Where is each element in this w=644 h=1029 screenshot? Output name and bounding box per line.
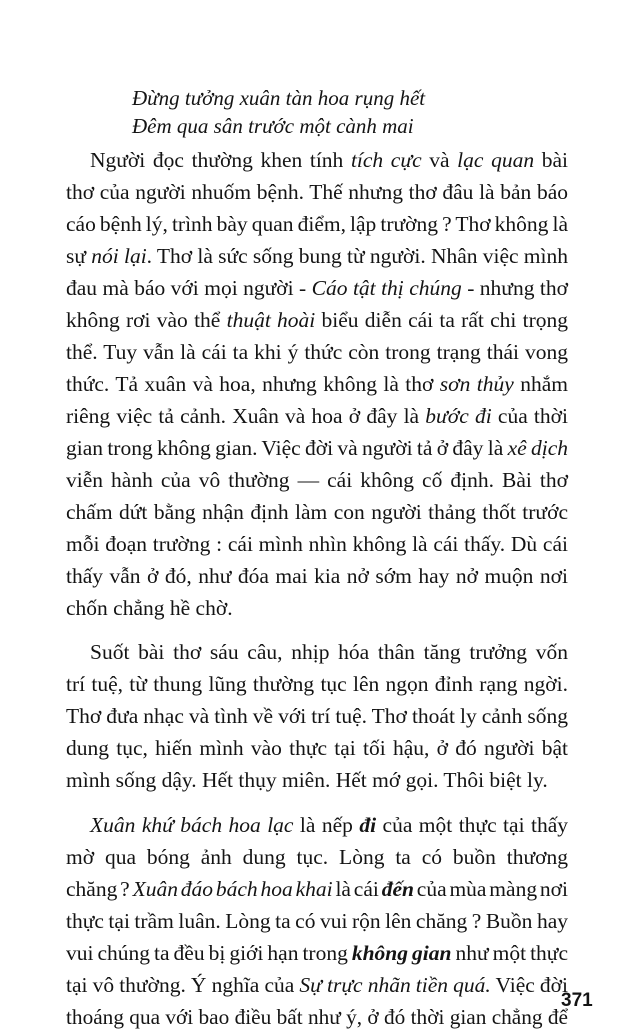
text-line [66,674,568,696]
text-line [90,150,568,172]
emphasis-text: đi [359,813,377,837]
text-run: trí tuệ, từ thung lũng thường tục lên ngọn đỉnh rạng ngời. [66,672,568,696]
text-run: là nếp [293,813,360,837]
text-line [90,642,568,664]
text-line [66,534,568,556]
text-line [66,310,568,332]
text-run: . Thơ là sức sống bung từ người. Nhân việc mình [146,244,568,268]
emphasis-text: không gian [351,941,452,965]
emphasis-text: Xuân khứ bách hoa lạc [90,813,294,837]
text-run: thể. Tuy vẫn là cái ta khi ý thức còn trong trạng thái vong [66,340,568,364]
text-run: biểu diễn cái ta rất chi trọng [315,308,569,332]
emphasis-text: sơn thủy [439,372,514,396]
text-line [66,374,568,396]
text-line [66,246,568,268]
text-run: tại vô thường. Ý nghĩa của [66,973,300,997]
emphasis-text: xê dịch [507,436,568,460]
emphasis-text: bước đi [425,404,492,428]
text-run: như một thực [451,941,568,965]
text-run: Thơ đưa nhạc và tình về với trí tuệ. Thơ thoát ly cảnh sống [66,704,568,728]
text-run: Việc đời [490,973,568,997]
text-line [66,770,548,792]
text-line [66,943,568,965]
text-line [66,566,568,588]
text-run: nhắm [513,372,568,396]
text-run: cáo bệnh lý, trình bày quan điểm, lập trường ? Thơ không là [66,212,568,236]
text-line [66,1007,568,1029]
page-number: 371 [561,990,593,1011]
text-line [66,879,568,901]
text-run: thấy vẫn ở đó, như đóa mai kia nở sớm hay nở muộn nơi [66,564,568,588]
text-run: thực tại trầm luân. Lòng ta có vui rộn lên chăng ? Buồn hay [66,909,568,933]
text-line [66,406,568,428]
text-run: thoáng qua với bao điều bất như ý, ở đó thời gian chẳng để [66,1005,568,1029]
text-run: dung tục, hiến mình vào thực tại tối hậu, ở đó người bật [66,736,568,760]
text-run: thức. Tả xuân và hoa, nhưng không là thơ [66,372,440,396]
text-line [66,278,568,300]
text-run: mỗi đoạn trường : cái mình nhìn không là cái thấy. Dù cái [66,532,568,556]
text-run: là cái [332,877,382,901]
text-run: thơ của người nhuốm bệnh. Thế nhưng thơ đâu là bản báo [66,180,568,204]
text-run: đau mà báo với mọi người - [66,276,312,300]
text-run: và [421,148,458,172]
text-line [66,182,568,204]
emphasis-text: Sự trực nhãn tiền quá. [299,973,491,997]
text-run: bài [534,148,568,172]
text-line [66,911,568,933]
text-line [66,502,568,524]
text-line [90,815,568,837]
text-run: - nhưng thơ [461,276,569,300]
text-run: của mùa màng nơi [413,877,569,901]
text-run: không rơi vào thể [66,308,227,332]
text-run: của một thực tại thấy [376,813,568,837]
text-line [66,470,568,492]
text-run: riêng việc tả cảnh. Xuân và hoa ở đây là [66,404,426,428]
text-line [66,847,568,869]
emphasis-text: đến [381,877,414,901]
poem-line-1: Đừng tưởng xuân tàn hoa rụng hết [132,86,426,110]
poem-line-2: Đêm qua sân trước một cành mai [132,114,414,138]
text-line [66,975,568,997]
text-run: mình sống dậy. Hết thụy miên. Hết mớ gọi. Thôi biệt ly. [66,768,548,792]
text-run: gian trong không gian. Việc đời và người tả ở đây là [66,436,508,460]
emphasis-text: Cáo tật thị chúng [311,276,462,300]
emphasis-text: tích cực [350,148,422,172]
text-run: Suốt bài thơ sáu câu, nhịp hóa thân tăng trưởng vốn [90,640,568,664]
text-line [66,738,568,760]
emphasis-text: lạc quan [457,148,535,172]
text-run: chăng ? [66,877,133,901]
text-run: viễn hành của vô thường — cái không cố định. Bài thơ [66,468,568,492]
text-run: vui chúng ta đều bị giới hạn trong [66,941,352,965]
text-run: Người đọc thường khen tính [90,148,351,172]
text-line [66,214,568,236]
text-run: mờ qua bóng ảnh dung tục. Lòng ta có buồn thương [66,845,568,869]
emphasis-text: nói lại [91,244,147,268]
emphasis-text: Xuân đáo bách hoa khai [132,877,333,901]
text-run: của thời [491,404,569,428]
text-line [66,438,568,460]
text-line [66,598,233,620]
emphasis-text: thuật hoài [226,308,316,332]
text-run: sự [66,244,92,268]
text-run: chấm dứt bằng nhận định làm con người thảng thốt trước [66,500,568,524]
text-run: chốn chẳng hề chờ. [66,596,233,620]
text-line [66,706,568,728]
text-line [66,342,568,364]
